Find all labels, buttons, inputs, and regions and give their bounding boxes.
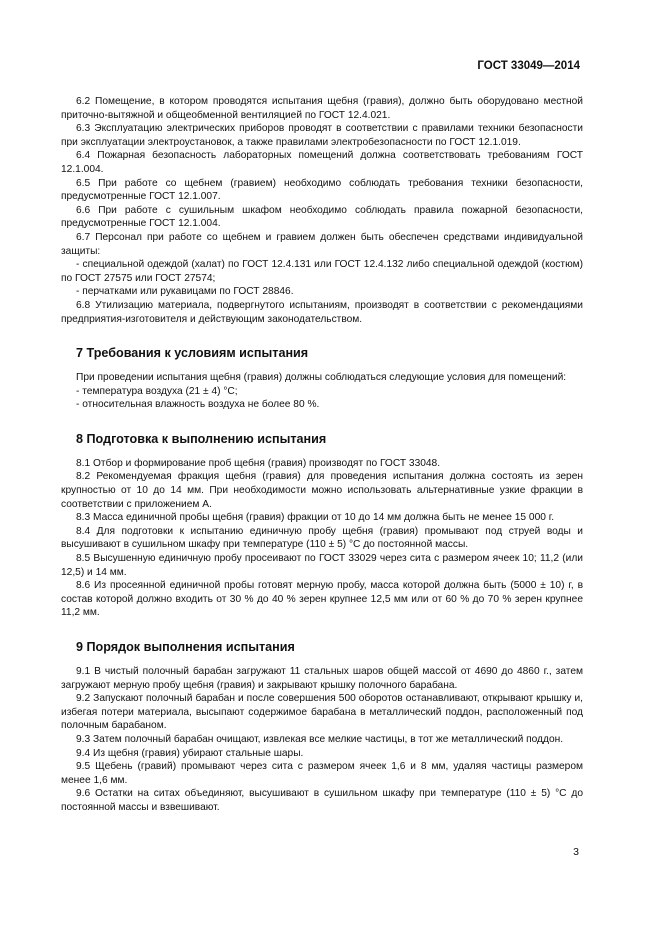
list-item-gloves: - перчатками или рукавицами по ГОСТ 28846. bbox=[76, 286, 294, 298]
paragraph-9-1: 9.1 В чистый полочный барабан загружают 11 стальных шаров общей массой от 4690 до 4860 г., затем загружают мерную пробу щебня (гравия) и закрывают крышку полочного барабана. bbox=[61, 666, 583, 691]
paragraph-6-2: 6.2 Помещение, в котором проводятся испытания щебня (гравия), должно быть оборудовано местной приточно-вытяжной и общеобменной вентиляцией по ГОСТ 12.4.021. bbox=[61, 96, 583, 121]
paragraph-8-1: 8.1 Отбор и формирование проб щебня (гравия) производят по ГОСТ 33048. bbox=[76, 457, 441, 469]
paragraph-9-4: 9.4 Из щебня (гравия) убирают стальные шары. bbox=[76, 747, 304, 759]
paragraph-8-3: 8.3 Масса единичной пробы щебня (гравия) фракции от 10 до 14 мм должна быть не менее 15 000 г. bbox=[76, 512, 555, 524]
list-item-humidity: - относительная влажность воздуха не более 80 %. bbox=[76, 399, 320, 411]
paragraph-8-5: 8.5 Высушенную единичную пробу просеивают по ГОСТ 33029 через сита с размером ячеек 10; 11,2 (или 12,5) и 14 мм. bbox=[61, 553, 583, 578]
paragraph-8-4: 8.4 Для подготовки к испытанию единичную пробу щебня (гравия) промывают под струей воды и высушивают в сушильном шкафу при температуре (110 ± 5) °C до постоянной массы. bbox=[61, 525, 583, 551]
paragraph-6-3: 6.3 Эксплуатацию электрических приборов проводят в соответствии с правилами техники безопасности при эксплуатации электроустановок, а также правилами электробезопасности по ГОСТ 12.1.019. bbox=[61, 123, 583, 148]
page-number: 3 bbox=[573, 846, 579, 858]
section-8-heading: 8 Подготовка к выполнению испытания bbox=[76, 431, 327, 446]
list-item-temperature: - температура воздуха (21 ± 4) °C; bbox=[76, 385, 238, 397]
page-content bbox=[61, 95, 583, 815]
paragraph-6-8: 6.8 Утилизацию материала, подвергнутого испытаниям, производят в соответствии с рекомендациями предприятия-изготовителя и действующим законодательством. bbox=[61, 299, 583, 325]
paragraph-6-5: 6.5 При работе со щебнем (гравием) необходимо соблюдать требования техники безопасности, предусмотренные ГОСТ 12.1.007. bbox=[61, 177, 583, 203]
section-9-heading: 9 Порядок выполнения испытания bbox=[76, 640, 295, 654]
paragraph-9-2: 9.2 Запускают полочный барабан и после совершения 500 оборотов останавливают, открывают крышку и, избегая потери материала, высыпают содержимое барабана в металлический поддон, расположенный под полочным барабаном. bbox=[61, 693, 583, 732]
paragraph-9-5: 9.5 Щебень (гравий) промывают через сита с размером ячеек 1,6 и 8 мм, удаляя частицы размером менее 1,6 мм. bbox=[61, 761, 583, 786]
paragraph-6-6: 6.6 При работе с сушильным шкафом необходимо соблюдать правила пожарной безопасности, предусмотренные ГОСТ 12.1.004. bbox=[61, 204, 583, 230]
paragraph-8-6: 8.6 Из просеянной единичной пробы готовят мерную пробу, масса которой должна быть (5000 ± 10) г, в состав которой должно входить от 30 % до 40 % зерен крупнее 12,5 мм или от 60 % до 70 % зерен крупнее 11,2 мм. bbox=[61, 580, 583, 619]
paragraph-8-2: 8.2 Рекомендуемая фракция щебня (гравия) для проведения испытания должна состоять из зерен крупностью от 10 до 14 мм. При необходимости можно использовать альтернативные узкие фракции в соответствии с приложением А. bbox=[61, 471, 583, 510]
paragraph-6-4: 6.4 Пожарная безопасность лабораторных помещений должна соответствовать требованиям ГОСТ 12.1.004. bbox=[61, 150, 583, 175]
section-7-heading: 7 Требования к условиям испытания bbox=[76, 346, 309, 361]
list-item-clothing: - специальной одеждой (халат) по ГОСТ 12.4.131 или ГОСТ 12.4.132 либо специальной одеждой (костюм) по ГОСТ 27575 или ГОСТ 27574; bbox=[61, 259, 583, 284]
paragraph-7-intro: При проведении испытания щебня (гравия) должны соблюдаться следующие условия для помещений: bbox=[76, 372, 567, 384]
paragraph-9-6: 9.6 Остатки на ситах объединяют, высушивают в сушильном шкафу при температуре (110 ± 5) °C до постоянной массы и взвешивают. bbox=[61, 788, 583, 813]
paragraph-6-7: 6.7 Персонал при работе со щебнем и гравием должен быть обеспечен средствами индивидуальной защиты: bbox=[61, 231, 583, 257]
paragraph-9-3: 9.3 Затем полочный барабан очищают, извлекая все мелкие частицы, в тот же металлический поддон. bbox=[76, 733, 564, 745]
document-id-header: ГОСТ 33049—2014 bbox=[477, 60, 580, 72]
